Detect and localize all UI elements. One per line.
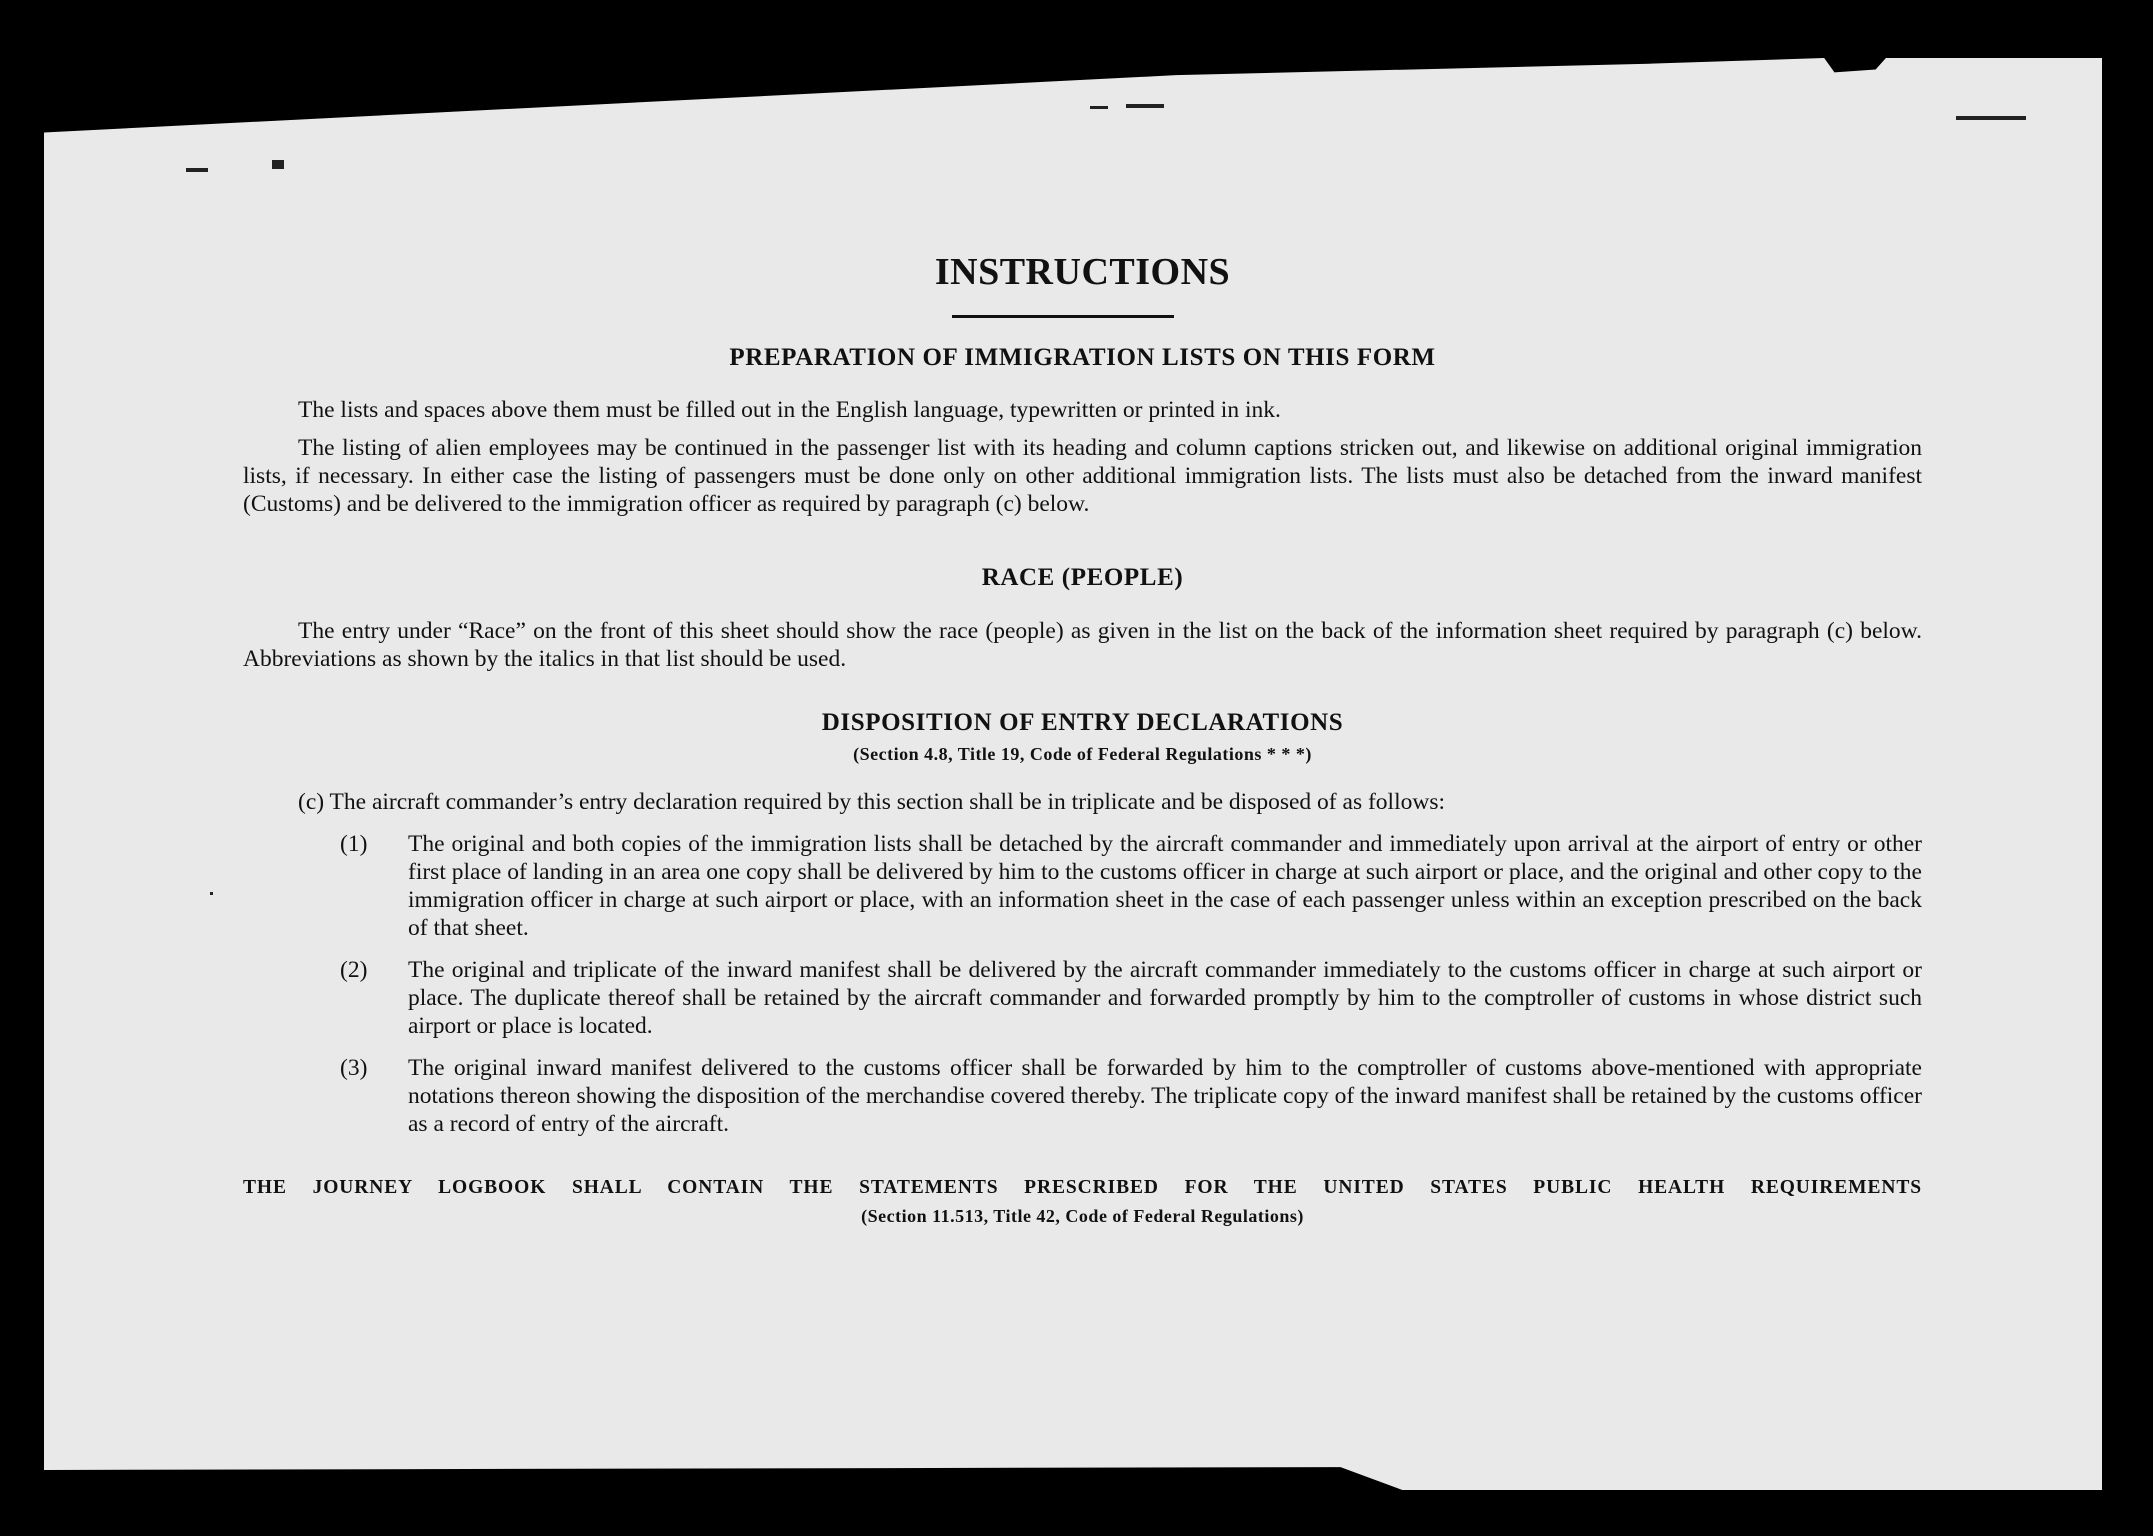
preparation-paragraph-2: The listing of alien employees may be continued in the passenger list with its heading and column captions stricken out, and likewise on additional original immigration lists, if necessary. In either case the listing of passengers must be done only on other additional immigration lists. The lists must also be detached from the inward manifest (Customs) and be delivered to the immigration officer as required by paragraph (c) below. [243, 435, 1922, 517]
footer-statement: THE JOURNEY LOGBOOK SHALL CONTAIN THE STATEMENTS PRESCRIBED FOR THE UNITED STATES PUBLIC HEALTH REQUIREMENTS [243, 1177, 1922, 1198]
disposition-intro: (c) The aircraft commander’s entry declaration required by this section shall be in triplicate and be disposed of as follows: [298, 789, 1445, 815]
item-number: (3) [340, 1055, 368, 1081]
item-number: (1) [340, 831, 368, 857]
race-paragraph: The entry under “Race” on the front of this sheet should show the race (people) as given in the list on the back of the information sheet required by paragraph (c) below. Abbreviations as shown by the italics in that list should be used. [243, 618, 1922, 672]
item-number: (2) [340, 957, 368, 983]
disposition-item-2 [340, 956, 1922, 1040]
document-title: INSTRUCTIONS [934, 251, 1231, 293]
title-underline [952, 315, 1174, 318]
item-text: The original and both copies of the immigration lists shall be detached by the aircraft commander and immediately upon arrival at the airport of entry or other first place of landing in an area one copy shall be delivered by him to the customs officer in charge at such airport or place, and the original and other copy to the immigration officer in charge at such airport or place, with an information sheet in the case of each passenger unless within an exception prescribed on the back of that sheet. [408, 831, 1922, 941]
disposition-item-1 [340, 830, 1922, 942]
disposition-heading: DISPOSITION OF ENTRY DECLARATIONS [821, 709, 1344, 736]
item-text: The original inward manifest delivered to the customs officer shall be forwarded by him to the comptroller of customs above-mentioned with appropriate notations thereon showing the disposition of the merchandise covered thereby. The triplicate copy of the inward manifest shall be retained by the customs officer as a record of entry of the aircraft. [408, 1055, 1922, 1137]
disposition-item-3 [340, 1054, 1922, 1138]
item-text: The original and triplicate of the inward manifest shall be delivered by the aircraft commander immediately to the customs officer in charge at such airport or place. The duplicate thereof shall be retained by the aircraft commander and forwarded promptly by him to the comptroller of customs in whose district such airport or place is located. [408, 957, 1922, 1039]
footer-citation: (Section 11.513, Title 42, Code of Federal Regulations) [861, 1206, 1304, 1226]
race-heading: RACE (PEOPLE) [981, 564, 1184, 591]
preparation-heading: PREPARATION OF IMMIGRATION LISTS ON THIS FORM [729, 344, 1436, 371]
preparation-paragraph-1: The lists and spaces above them must be filled out in the English language, typewritten or printed in ink. [298, 397, 1281, 423]
disposition-citation: (Section 4.8, Title 19, Code of Federal Regulations * * *) [853, 744, 1312, 764]
